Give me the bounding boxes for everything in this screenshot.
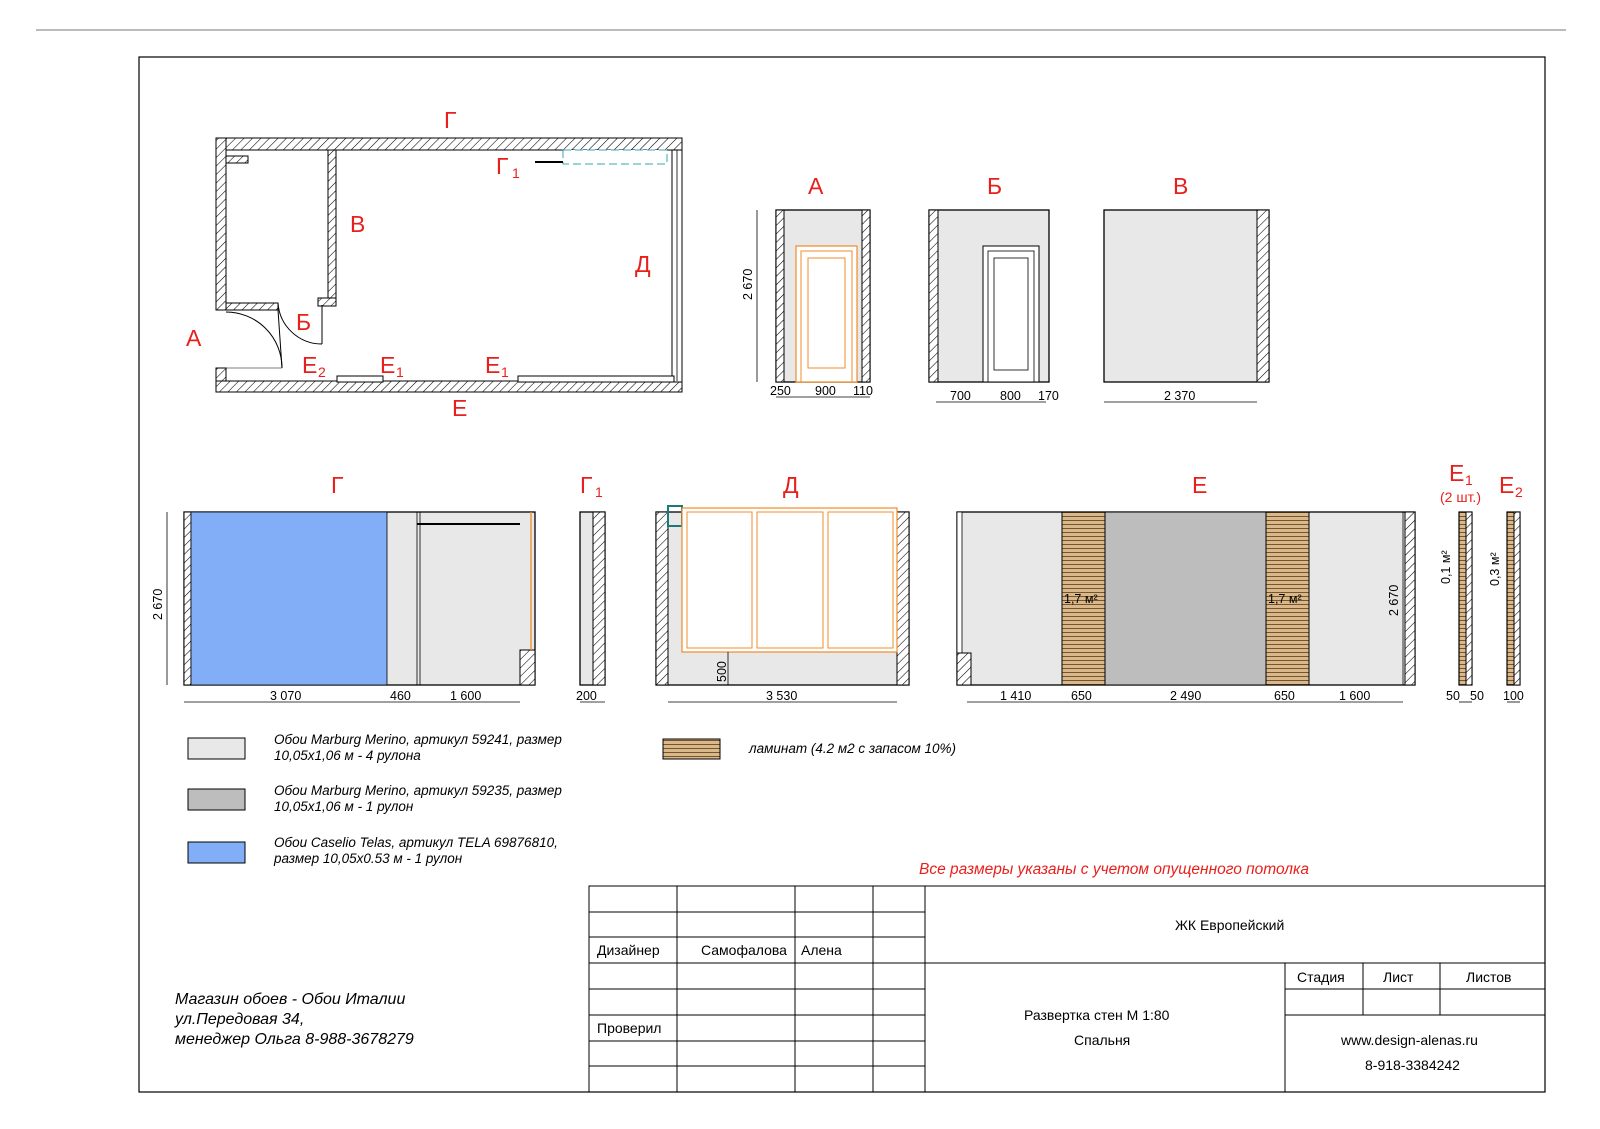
legend-1-line2: 10,05x1,06 м - 4 рулона [274,748,421,763]
sheet-label: Лист [1383,969,1414,985]
elevation-g1-title: Г [580,472,593,498]
elevation-b-dim-3: 170 [1038,389,1059,403]
legend-swatch-blue [188,842,245,863]
sheets-label: Листов [1466,969,1512,985]
elevation-g-dim-1: 3 070 [270,689,302,703]
plan-label-b: Б [296,309,312,335]
elevation-e2-title: Е [1499,472,1515,498]
elevation-e [957,472,1415,703]
elevation-b-dim-1: 700 [950,389,971,403]
elevation-b [929,173,1059,403]
elevation-a-title: А [808,173,824,199]
legend-3-line2: размер 10,05x0.53 м - 1 рулон [274,851,463,866]
elevation-a-dim-3: 110 [853,384,873,398]
checked-label: Проверил [597,1020,662,1036]
elevation-g1-title-sub: 1 [595,484,603,500]
elevation-e2 [1488,472,1524,703]
plan-label-e1b-sub: 1 [501,364,509,380]
plan-label-e: Е [452,395,468,421]
plan-label-g1-sub: 1 [512,165,520,181]
elevation-v [1104,173,1269,403]
elevation-g1 [576,472,605,703]
legend-swatch-laminate [663,739,720,759]
legend-swatch-light [188,738,245,759]
elevation-g-dim-2: 460 [390,689,411,703]
legend [188,732,956,866]
plan-label-e2: Е [302,352,318,378]
elevation-e-dim-4: 650 [1274,689,1295,703]
elevation-b-dim-2: 800 [1000,389,1021,403]
elevation-e-height: 2 670 [1387,584,1401,616]
elevation-e2-area: 0,3 м² [1488,552,1502,586]
elevation-e-dim-2: 650 [1071,689,1092,703]
elevation-g-height: 2 670 [151,588,165,620]
plan-label-g1: Г [496,153,509,179]
elevation-d-dim-1: 3 530 [766,689,798,703]
legend-1-line1: Обои Marburg Merino, артикул 59241, размер [274,732,562,747]
shop-info [174,991,414,1048]
designer-label: Дизайнер [597,942,660,958]
sheet-title: Развертка стен М 1:80 [1024,1007,1170,1023]
elevation-e2-title-sub: 2 [1515,484,1523,500]
floor-plan [186,107,682,421]
elevation-e1-note: (2 шт.) [1440,489,1481,505]
plan-label-v: В [350,211,366,237]
designer-name: Алена [801,942,842,958]
elevation-e-area-right: 1,7 м² [1268,592,1302,606]
plan-label-e1b: Е [485,352,501,378]
plan-label-a: А [186,325,202,351]
plan-label-e1a-sub: 1 [396,364,404,380]
elevation-d [656,472,909,703]
phone: 8-918-3384242 [1365,1057,1460,1073]
elevation-e1-title: Е [1449,460,1465,486]
elevation-e1-dim-1: 50 [1446,689,1460,703]
legend-swatch-dark [188,789,245,810]
elevation-d-sill: 500 [715,661,729,682]
legend-2-line2: 10,05x1,06 м - 1 рулон [274,799,414,814]
project-name: ЖК Европейский [1175,917,1285,933]
plan-label-e2-sub: 2 [318,364,326,380]
elevation-e1-area: 0,1 м² [1439,550,1453,584]
legend-2-line1: Обои Marburg Merino, артикул 59235, размер [274,783,562,798]
elevation-e1-dim-2: 50 [1470,689,1484,703]
designer-surname: Самофалова [701,942,787,958]
shop-line-3: менеджер Ольга 8-988-3678279 [175,1031,414,1048]
elevation-e1-title-sub: 1 [1465,472,1473,488]
stage-label: Стадия [1297,969,1345,985]
elevation-a-height: 2 670 [741,268,755,300]
elevation-e2-dim-1: 100 [1503,689,1524,703]
elevation-g-dim-3: 1 600 [450,689,482,703]
elevation-e-dim-1: 1 410 [1000,689,1032,703]
elevation-e-dim-3: 2 490 [1170,689,1202,703]
elevation-a [741,173,873,398]
elevation-e1 [1439,460,1484,703]
elevation-a-dim-1: 250 [770,384,791,398]
plan-label-e1a: Е [380,352,396,378]
website: www.design-alenas.ru [1341,1032,1478,1048]
elevation-e-area-left: 1,7 м² [1064,592,1098,606]
elevation-e-title: Е [1192,472,1208,498]
elevation-b-title: Б [987,173,1003,199]
elevation-v-dim-1: 2 370 [1164,389,1196,403]
elevation-g-title: Г [331,472,344,498]
elevation-g [151,472,535,703]
plan-label-d: Д [635,251,651,277]
elevation-v-title: В [1173,173,1189,199]
elevation-g1-dim-1: 200 [576,689,597,703]
elevation-e-dim-5: 1 600 [1339,689,1371,703]
legend-3-line1: Обои Caselio Telas, артикул TELA 69876810, [274,835,558,850]
shop-line-2: ул.Передовая 34, [175,1011,305,1028]
elevation-d-title: Д [783,472,799,498]
dimensions-note: Все размеры указаны с учетом опущенного потолка [919,861,1309,878]
shop-line-1: Магазин обоев - Обои Италии [175,991,406,1008]
room-name: Спальня [1074,1032,1131,1048]
elevation-a-dim-2: 900 [815,384,836,398]
plan-label-g: Г [444,107,457,133]
legend-4-line1: ламинат (4.2 м2 с запасом 10%) [749,741,957,756]
